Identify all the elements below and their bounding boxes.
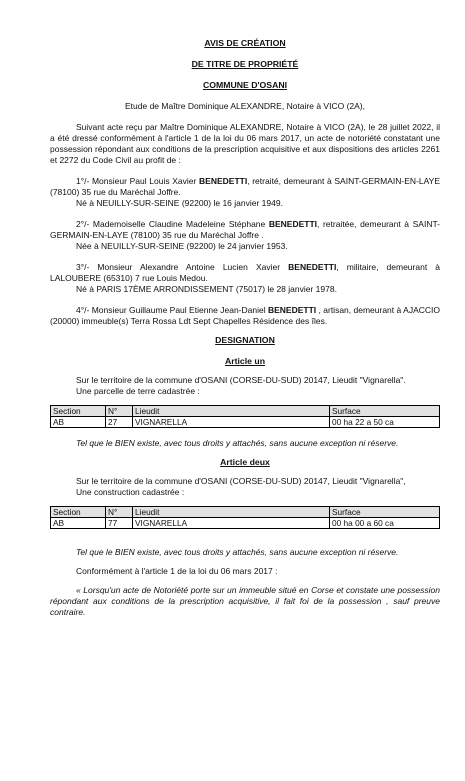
col-section: Section	[51, 406, 106, 417]
col-lieudit: Lieudit	[133, 406, 330, 417]
table-header-row	[51, 406, 440, 417]
person-surname: BENEDETTI	[267, 305, 317, 315]
title-titre-propriete: DE TITRE DE PROPRIÉTÉ	[191, 59, 299, 69]
cell-section: AB	[51, 518, 106, 529]
person-prefix: 3°/- Monsieur Alexandre Antoine Lucien Xavier	[76, 262, 289, 272]
person-surname: BENEDETTI	[199, 176, 248, 186]
col-section: Section	[51, 507, 106, 518]
person-details: , artisan, demeurant à AJACCIO (20000) immeuble(s) Terra Rossa Ldt Sept Chapelles Résidence des îles.	[50, 305, 440, 326]
cell-number: 27	[106, 417, 133, 428]
person-surname: BENEDETTI	[268, 219, 318, 229]
person-prefix: 2°/- Mademoiselle Claudine Madeleine Stéphane	[76, 219, 269, 229]
table-row	[51, 417, 440, 428]
cell-surface: 00 ha 22 a 50 ca	[330, 417, 440, 428]
col-lieudit: Lieudit	[133, 507, 330, 518]
person-3	[50, 262, 440, 295]
cell-section: AB	[51, 417, 106, 428]
person-prefix: 1°/- Monsieur Paul Louis Xavier	[76, 176, 200, 186]
etude-line: Etude de Maître Dominique ALEXANDRE, Notaire à VICO (2A),	[125, 101, 365, 111]
person-4	[50, 305, 440, 327]
legal-quote: « Lorsqu'un acte de Notoriété porte sur un immeuble situé en Corse et constate une possession répondant aux conditions de la prescription acquisitive, il fait foi de la possession , sauf preuve contraire.	[50, 585, 440, 617]
col-surface: Surface	[330, 406, 440, 417]
cell-lieudit: VIGNARELLA	[133, 417, 330, 428]
col-number: N°	[106, 406, 133, 417]
notice-document	[50, 38, 440, 618]
person-prefix: 4°/- Monsieur Guillaume Paul Etienne Jean-Daniel	[76, 305, 268, 315]
article-territory: Sur le territoire de la commune d'OSANI (CORSE-DU-SUD) 20147, Lieudit "Vignarella".	[76, 375, 406, 385]
article-deux-heading: Article deux	[220, 457, 270, 467]
person-birth: Né à PARIS 17ÈME ARRONDISSEMENT (75017) le 28 janvier 1978.	[76, 284, 337, 294]
cell-lieudit: VIGNARELLA	[133, 518, 330, 529]
person-surname: BENEDETTI	[288, 262, 337, 272]
table-row	[51, 518, 440, 529]
title-commune: COMMUNE D'OSANI	[202, 80, 288, 90]
person-1	[50, 176, 440, 209]
cadastre-table-2	[50, 506, 440, 529]
person-details: , retraité, demeurant à SAINT-GERMAIN-EN-LAYE (78100) 35 rue du Maréchal Joffre.	[50, 176, 441, 197]
article-territory: Sur le territoire de la commune d'OSANI (CORSE-DU-SUD) 20147, Lieudit "Vignarella",	[76, 476, 406, 486]
article-un-heading: Article un	[224, 356, 266, 366]
cell-surface: 00 ha 00 a 60 ca	[330, 518, 440, 529]
article-clause: Tel que le BIEN existe, avec tous droits y attachés, sans aucune exception ni réserve.	[76, 438, 399, 448]
intro-paragraph: Suivant acte reçu par Maître Dominique ALEXANDRE, Notaire à VICO (2A), le 28 juillet 2022, il a été dressé conformément à l'article 1 de la loi du 06 mars 2017, un acte de notoriété constatant une possession répondant aux conditions de la prescription acquisitive et aux dispositions des articles 2261 et 2272 du Code Civil au profit de :	[50, 122, 440, 165]
article-clause: Tel que le BIEN existe, avec tous droits y attachés, sans aucune exception ni réserve.	[76, 547, 399, 557]
col-number: N°	[106, 507, 133, 518]
col-surface: Surface	[330, 507, 440, 518]
cadastre-table-1	[50, 405, 440, 428]
article-object: Une construction cadastrée :	[76, 487, 185, 497]
person-details: , retraitée, demeurant à SAINT-GERMAIN-EN-LAYE (78100) 35 rue du Maréchal Joffre .	[50, 219, 441, 240]
table-header-row	[51, 507, 440, 518]
title-avis: AVIS DE CRÉATION	[204, 38, 286, 48]
conformement-line: Conformément à l'article 1 de la loi du 06 mars 2017 :	[76, 566, 278, 576]
cell-number: 77	[106, 518, 133, 529]
person-2	[50, 219, 440, 252]
person-birth: Née à NEUILLY-SUR-SEINE (92200) le 24 janvier 1953.	[76, 241, 288, 251]
article-object: Une parcelle de terre cadastrée :	[76, 386, 200, 396]
designation-heading: DESIGNATION	[215, 335, 275, 345]
person-birth: Né à NEUILLY-SUR-SEINE (92200) le 16 janvier 1949.	[76, 198, 283, 208]
person-details: , militaire, demeurant à LALOUBERE (65310) 7 rue Louis Medou.	[50, 262, 440, 283]
